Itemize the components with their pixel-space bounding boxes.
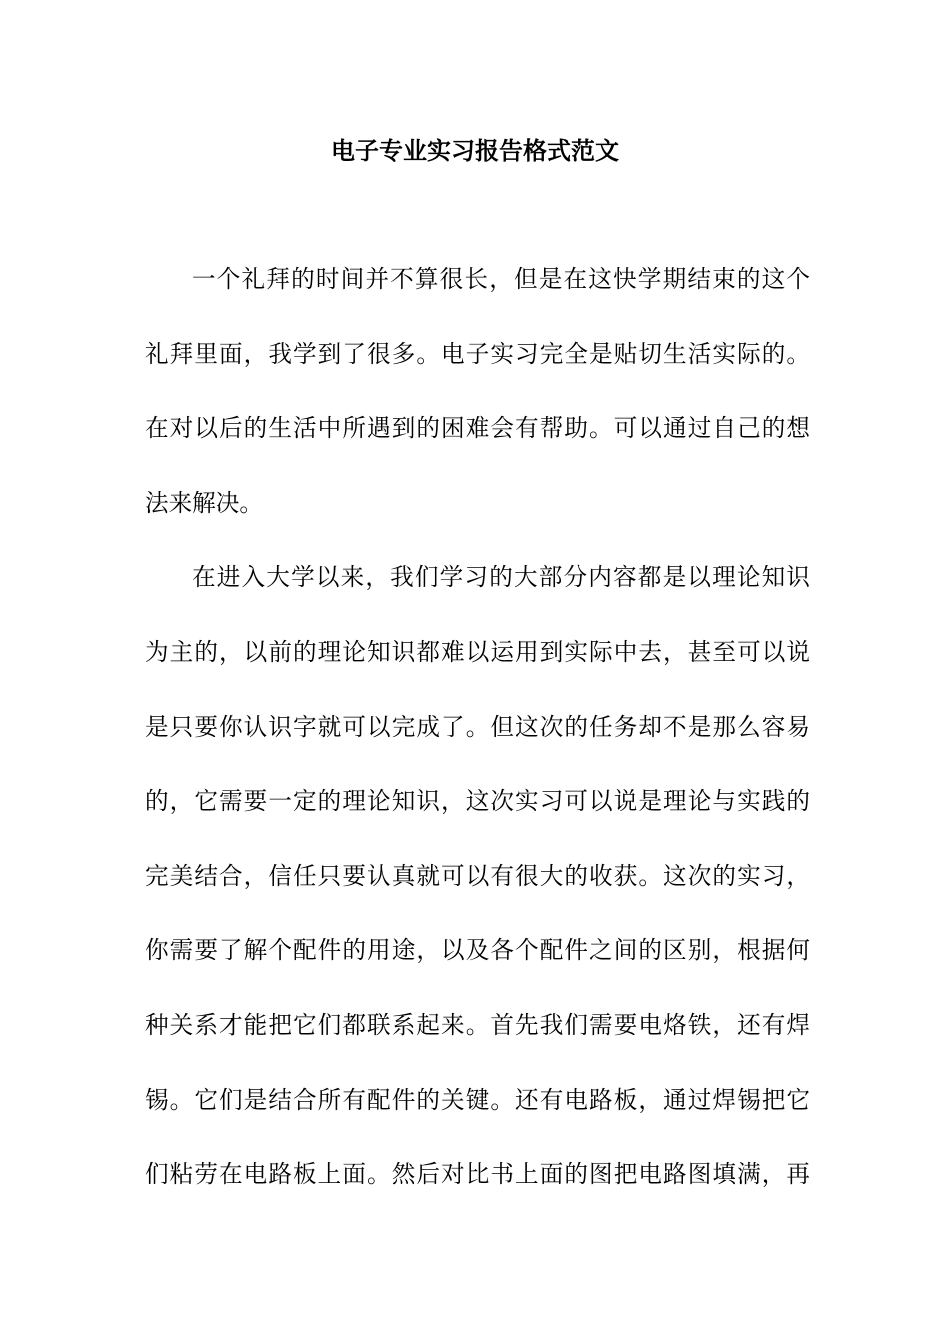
paragraph-line: 法来解决。	[145, 488, 263, 517]
paragraph-line: 是只要你认识字就可以完成了。但这次的任务却不是那么容易	[145, 712, 810, 741]
paragraph-line: 种关系才能把它们都联系起来。首先我们需要电烙铁，还有焊	[145, 1010, 810, 1039]
paragraph-line: 一个礼拜的时间并不算很长，但是在这快学期结束的这个	[192, 265, 810, 293]
paragraph-line: 为主的，以前的理论知识都难以运用到实际中去，甚至可以说	[145, 637, 810, 666]
paragraph-line: 的，它需要一定的理论知识，这次实习可以说是理论与实践的	[145, 787, 810, 816]
paragraph-line: 们粘劳在电路板上面。然后对比书上面的图把电路图填满，再	[145, 1160, 810, 1189]
paragraph-line: 锡。它们是结合所有配件的关键。还有电路板，通过焊锡把它	[145, 1085, 810, 1114]
paragraph-line: 礼拜里面，我学到了很多。电子实习完全是贴切生活实际的。	[145, 339, 810, 368]
paragraph-line: 在进入大学以来，我们学习的大部分内容都是以理论知识	[192, 563, 810, 592]
document-body	[145, 254, 810, 1224]
paragraph-line: 在对以后的生活中所遇到的困难会有帮助。可以通过自己的想	[145, 414, 810, 443]
document-title: 电子专业实习报告格式范文	[331, 136, 619, 165]
paragraph-line: 完美结合，信任只要认真就可以有很大的收获。这次的实习，	[145, 861, 810, 890]
paragraph-line: 你需要了解个配件的用途，以及各个配件之间的区别，根据何	[145, 936, 810, 965]
